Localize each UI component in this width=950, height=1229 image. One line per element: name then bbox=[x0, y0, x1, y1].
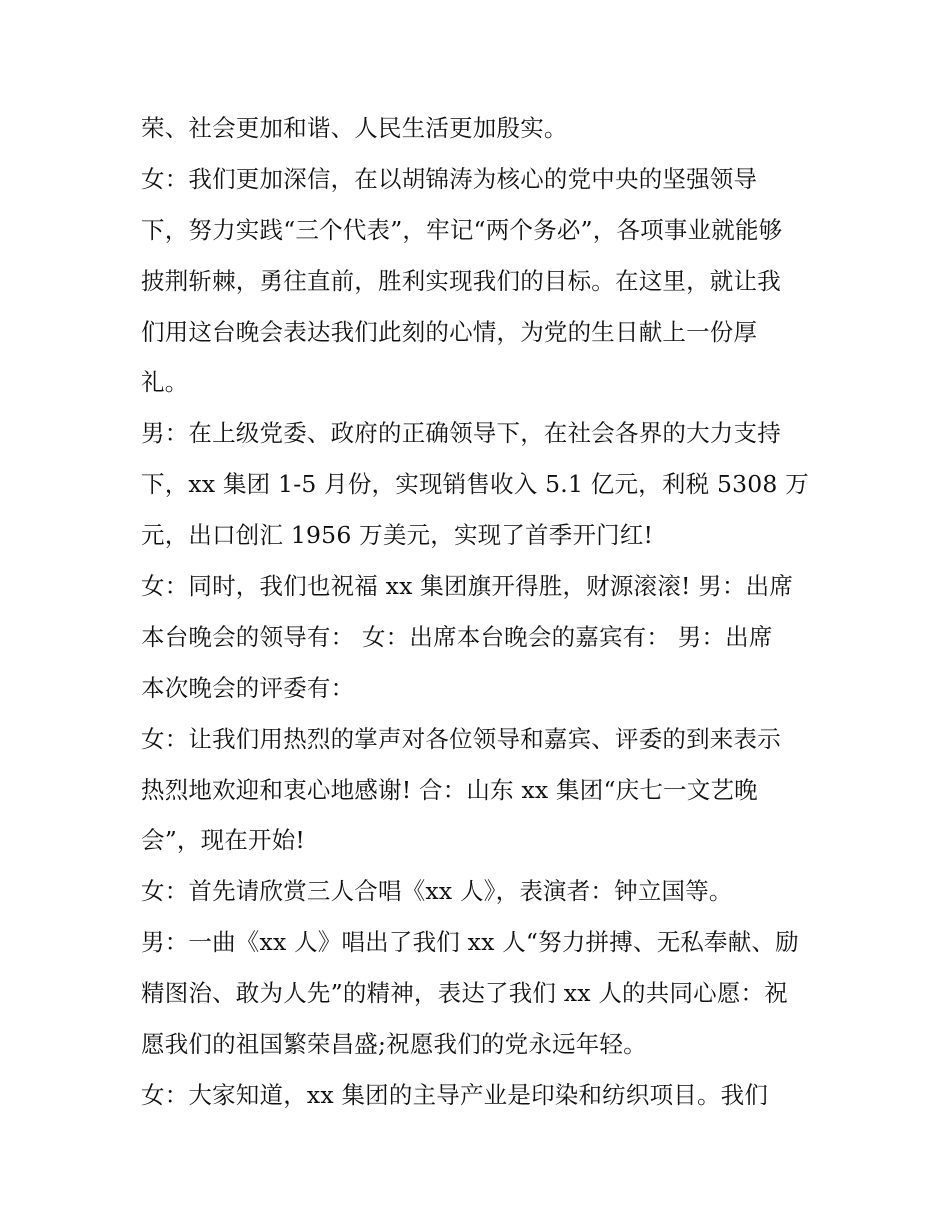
text-line: 热烈地欢迎和衷心地感谢! 合：山东 xx 集团“庆七一文艺晚 bbox=[141, 775, 758, 804]
text-line: 本次晚会的评委有： bbox=[141, 673, 355, 702]
text-line: 男：在上级党委、政府的正确领导下，在社会各界的大力支持 bbox=[141, 419, 781, 448]
text-line: 下，xx 集团 1-5 月份，实现销售收入 5.1 亿元，利税 5308 万 bbox=[141, 470, 809, 499]
text-line: 们用这台晚会表达我们此刻的心情，为党的生日献上一份厚 bbox=[141, 317, 758, 346]
text-line: 下，努力实践“三个代表”，牢记“两个务必”，各项事业就能够 bbox=[141, 215, 783, 244]
text-line: 女：同时，我们也祝福 xx 集团旗开得胜，财源滚滚! 男：出席 bbox=[141, 572, 794, 601]
text-line: 女：让我们用热烈的掌声对各位领导和嘉宾、评委的到来表示 bbox=[141, 724, 781, 753]
text-line: 荣、社会更加和谐、人民生活更加殷实。 bbox=[141, 114, 568, 142]
text-line: 女：首先请欣赏三人合唱《xx 人》，表演者：钟立国等。 bbox=[141, 877, 733, 906]
text-line: 女：我们更加深信，在以胡锦涛为核心的党中央的坚强领导 bbox=[141, 164, 758, 193]
text-line: 本台晚会的领导有： 女：出席本台晚会的嘉宾有： 男：出席 bbox=[141, 622, 773, 651]
text-line: 披荆斩棘，勇往直前，胜利实现我们的目标。在这里，就让我 bbox=[141, 266, 781, 295]
text-line: 元，出口创汇 1956 万美元，实现了首季开门红! bbox=[141, 521, 654, 550]
text-line: 女：大家知道，xx 集团的主导产业是印染和纺织项目。我们 bbox=[141, 1080, 769, 1109]
text-line: 会”，现在开始! bbox=[141, 826, 306, 855]
document-text-body bbox=[141, 103, 821, 1121]
text-line: 愿我们的祖国繁荣昌盛;祝愿我们的党永远年轻。 bbox=[141, 1030, 647, 1059]
text-line: 精图治、敢为人先”的精神，表达了我们 xx 人的共同心愿：祝 bbox=[141, 979, 788, 1008]
text-line: 礼。 bbox=[141, 368, 189, 397]
text-line: 男：一曲《xx 人》唱出了我们 xx 人“努力拼搏、无私奉献、励 bbox=[141, 928, 799, 957]
